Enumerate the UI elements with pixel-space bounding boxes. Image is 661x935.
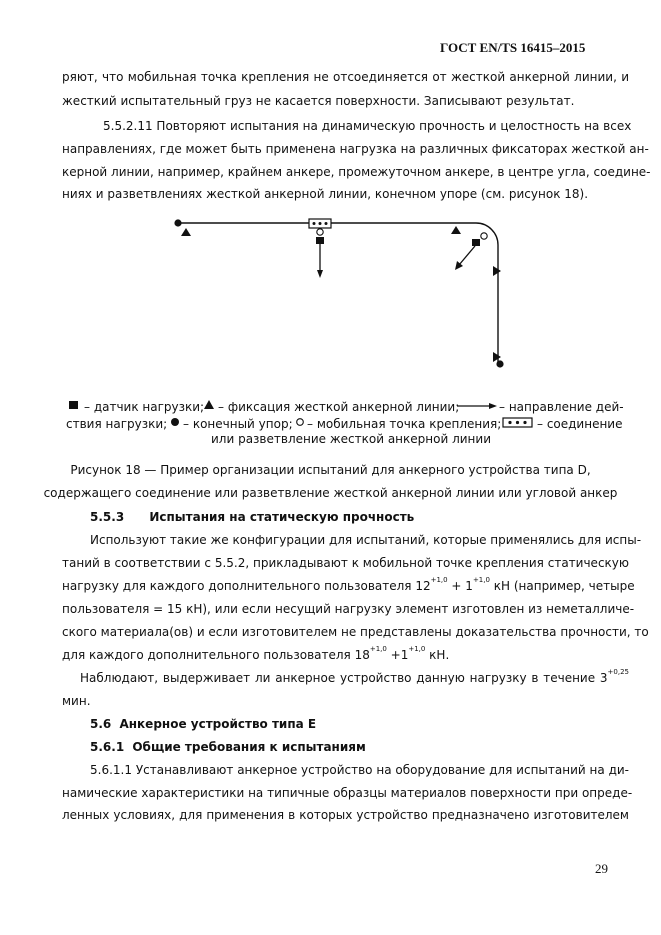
load-sensor <box>472 239 480 246</box>
legend-text: – конечный упор; <box>183 417 293 431</box>
section-heading-5-6-1 <box>90 740 366 754</box>
section-number: 5.6.1 <box>90 740 125 754</box>
legend-fixation-symbol <box>204 400 214 409</box>
figure-caption: содержащего соединение или разветвление жесткой анкерной линии или угловой анкер <box>43 486 618 500</box>
document-header: ГОСТ EN/TS 16415–2015 <box>440 40 586 55</box>
legend-text: – соединение <box>537 417 623 431</box>
section-heading-5-5-3 <box>90 510 414 524</box>
legend-text: – датчик нагрузки; <box>84 400 205 414</box>
paragraph-line: ниях и разветвлениях жесткой анкерной линии, конечном упоре (см. рисунок 18). <box>62 187 589 201</box>
fixation-triangle <box>181 228 191 236</box>
paragraph-line: пользователя = 15 кН), или если несущий нагрузку элемент изготовлен из неметалличе- <box>62 602 635 616</box>
paragraph-line: 5.5.2.11 Повторяют испытания на динамическую прочность и целостность на всех <box>103 119 632 133</box>
mobile-anchor-point <box>481 233 487 239</box>
paragraph-line: ского материала(ов) и если изготовителем не представлены доказательства прочности, то <box>62 625 649 639</box>
legend-text: или разветвление жесткой анкерной линии <box>211 432 491 446</box>
rigid-anchor-line <box>178 223 498 364</box>
section-title: Испытания на статическую прочность <box>149 510 415 524</box>
paragraph-line: 5.6.1.1 Устанавливают анкерное устройство на оборудование для испытаний на ди- <box>90 763 629 777</box>
legend-text: – фиксация жесткой анкерной линии; <box>218 400 460 414</box>
legend-end-stop-symbol <box>171 418 179 426</box>
section-number: 5.5.3 <box>90 510 125 524</box>
paragraph-line: таний в соответствии с 5.5.2, прикладывают к мобильной точке крепления статическую <box>62 556 629 570</box>
figure-caption: Рисунок 18 — Пример организации испытаний для анкерного устройства типа D, <box>70 463 591 477</box>
legend-arrow-symbol <box>489 403 497 409</box>
paragraph-line: Используют такие же конфигурации для испытаний, которые применялись для испы- <box>90 533 642 547</box>
paragraph-line: нагрузку для каждого дополнительного пользователя $12^{+1,0} + 1^{+1,0}$ кН (например, четыре <box>62 576 635 593</box>
paragraph-line: ряют, что мобильная точка крепления не отсоединяется от жесткой анкерной линии, и <box>62 70 629 84</box>
paragraph-line: керной линии, например, крайнем анкере, промежуточном анкере, в центре угла, соедине- <box>62 165 651 179</box>
paragraph-line: для каждого дополнительного пользователя $18^{+1,0} +1^{+1,0}$ кН. <box>62 645 450 662</box>
paragraph-line: ленных условиях, для применения в которых устройство предназначено изготовителем <box>62 808 629 822</box>
fixation-triangle <box>451 226 461 234</box>
paragraph-line: намические характеристики на типичные образцы материалов поверхности при опреде- <box>62 786 633 800</box>
mobile-anchor-point <box>317 229 323 235</box>
paragraph-line: мин. <box>62 694 91 708</box>
section-number: 5.6 <box>90 717 112 731</box>
fixation-triangle <box>493 266 501 276</box>
page-number: 29 <box>595 861 608 876</box>
paragraph-line: Наблюдают, выдерживает ли анкерное устройство данную нагрузку в течение $3^{+0,25}$ <box>80 668 629 685</box>
section-heading-5-6 <box>90 717 316 731</box>
legend-mobile-point-symbol <box>297 419 304 426</box>
section-title: Анкерное устройство типа Е <box>119 717 317 731</box>
paragraph-line: жесткий испытательный груз не касается поверхности. Записывают результат. <box>62 94 575 108</box>
legend-text: – мобильная точка крепления; <box>307 417 502 431</box>
section-title: Общие требования к испытаниям <box>132 740 366 754</box>
paragraph-line: направлениях, где может быть применена нагрузка на различных фиксаторах жесткой ан- <box>62 142 649 156</box>
end-stop-bottom <box>496 360 503 367</box>
legend-sensor-symbol <box>69 401 78 409</box>
legend-text: ствия нагрузки; <box>66 417 168 431</box>
load-direction-arrow <box>317 270 323 278</box>
load-sensor <box>316 237 324 244</box>
end-stop-left <box>174 219 181 226</box>
legend-text: – направление дей- <box>499 400 624 414</box>
